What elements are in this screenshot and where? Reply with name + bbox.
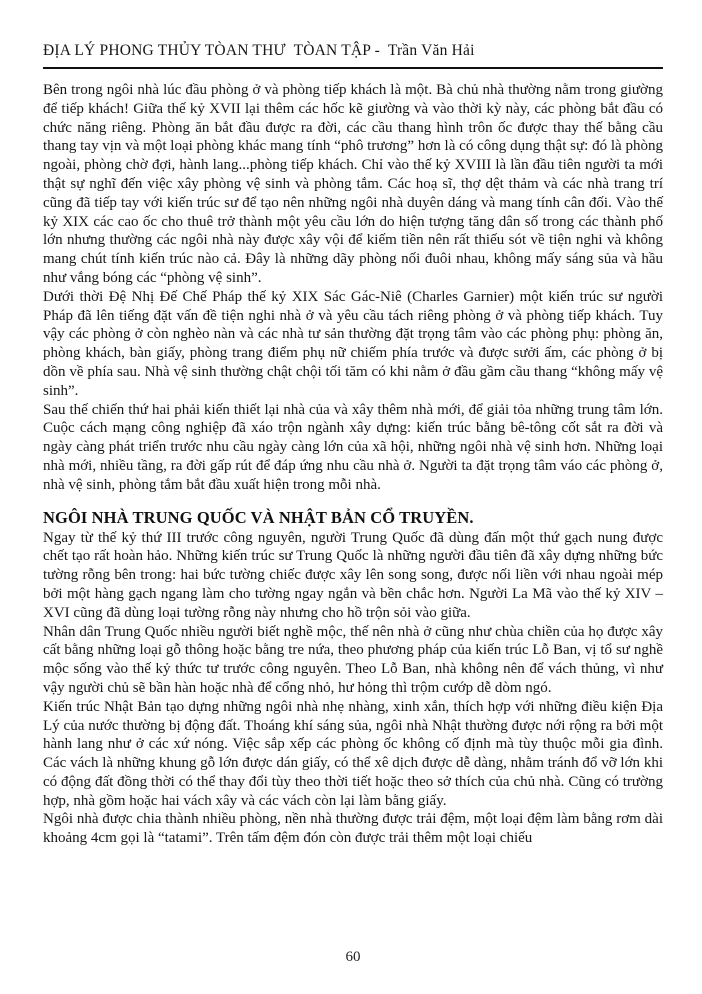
page-body — [43, 81, 663, 848]
paragraph-tatami: Ngôi nhà được chia thành nhiều phòng, nền nhà thường được trải đệm, một loại đệm làm bằng rơm dài khoảng 4cm gọi là “tatami”. Trên tấm đệm đón còn được trải thêm một loại chiếu — [43, 811, 663, 847]
section-heading-china-japan: NGÔI NHÀ TRUNG QUỐC VÀ NHẬT BẢN CỔ TRUYỀN. — [43, 507, 474, 527]
paragraph-chinese-bricks: Ngay từ thế kỷ thứ III trước công nguyên, người Trung Quốc đã dùng đấn một thứ gạch nung được chết tạo rất hoàn hảo. Những kiến trúc sư Trung Quốc là những người đầu tiên đã xây dựng những bức tường rỗng bên trong: hai bức tường chiếc được xây lên song song, được nối liền với nhau ngoài mép bởi một hàng gạch ngang làm cho tường ngay ngắn và bền chắc hơn. Người La Mã vào thế kỷ XIV – XVI cũng đã dùng loại tường rỗng này nhưng cho hồ trộn sỏi vào giữa. — [43, 529, 663, 621]
paragraph-japanese-architecture: Kiến trúc Nhật Bản tạo dựng những ngôi nhà nhẹ nhàng, xinh xắn, thích hợp với những điều kiện Địa Lý của nước thường bị động đất. Thoáng khí sáng sủa, ngôi nhà Nhật thường được nới rộng ra bởi một hành lang như ở các xứ nóng. Việc sắp xếp các phòng ốc không cố định mà tùy thuộc mỗi gia đình. Các vách là những khung gỗ lớn được dán giấy, có thể xê dịch được dễ dàng, nhằm tránh đổ vỡ lớn khi có động đất đồng thời có thể thay đổi tùy theo thời tiết hoặc theo sở thích của chủ nhà. Cũng có trường hợp, nhà gồm hoặc hai vách xây và các vách còn lại làm bằng giấy. — [43, 698, 663, 809]
paragraph-charles-garnier: Dưới thời Đệ Nhị Đế Chế Pháp thế kỷ XIX Sác Gác-Niê (Charles Garnier) một kiến trúc sư người Pháp đã lên tiếng đặt vấn đề tiện nghi nhà ở và yêu cầu tách riêng phòng ở và phòng tiếp khách. Tuy vậy các phòng ở còn nghèo nàn và các nhà tư sản thường đặt trọng tâm vào các phòng phụ: phòng ăn, phòng khách, bàn giấy, phòng trang điểm phụ nữ chiếm phía trước và được sưởi ấm, các phòng ở bị dồn về phía sau. Nhà vệ sinh thường chật chội tối tăm có khi nằm ở đầu gầm cầu thang “không mấy vệ sinh”. — [43, 288, 663, 399]
paragraph-interior-history: Bên trong ngôi nhà lúc đầu phòng ở và phòng tiếp khách là một. Bà chủ nhà thường nằm trong giường để tiếp khách! Giữa thế kỷ XVII lại thêm các hốc kẽ giường và vào thời kỳ này, các phòng bắt đầu có chức năng riêng. Phòng ăn bắt đầu được ra đời, các cầu thang hình trôn ốc được thay thế bằng cầu thang tay vịn và một loại phòng khác mang tính “phô trương” hơn là có công dụng thật sự: đó là phòng ngoài, phòng chờ đợi, hành lang...phòng tiếp khách. Chỉ vào thế kỷ XVIII là lần đầu tiên người ta mới thật sự nghĩ đến việc xây phòng vệ sinh và phòng tắm. Các hoạ sĩ, thợ dệt thảm và các nhà trang trí cũng đã tiếp tay với kiến trúc sư để tạo nên những ngôi nhà duyên dáng và mang tính cân đối. Vào thế kỷ XIX các cao ốc cho thuê trở thành một yêu cầu lớn do hiện tượng tăng dân số trong các thành phố lớn nhưng thường các ngôi nhà này được xây vội để kiếm tiền nên rất thiếu sót về tiện nghi và không mang chút tính kiến trúc nào cả. Đây là những dãy phòng nối đuôi nhau, không mấy sáng sủa và hầu như vắng bóng các “phòng vệ sinh”. — [43, 82, 663, 286]
page-footer — [43, 948, 663, 966]
header-rule — [43, 67, 663, 69]
page-number: 60 — [345, 949, 361, 965]
paragraph-lo-ban-carpentry: Nhân dân Trung Quốc nhiều người biết nghề mộc, thế nên nhà ở cũng như chùa chiền của họ được xây cất bằng những loại gỗ thông hoặc bằng tre nứa, theo phương pháp của kiến trúc Lỗ Ban, vị tổ sư nghề mộc sống vào thế kỷ thức tư trước công nguyên. Theo Lỗ Ban, nhà không nên để vách thủng, vì như vậy người chủ sẽ bần hàn hoặc nhà để cổng nhỏ, hư hỏng thì trộm cướp dễ dòm ngó. — [43, 623, 663, 696]
paragraph-postwar-housing: Sau thế chiến thứ hai phải kiến thiết lại nhà của và xây thêm nhà mới, để giải tỏa những trung tâm lớn. Cuộc cách mạng công nghiệp đã xáo trộn ngành xây dựng: kiến trúc bằng bê-tông cốt sắt ra đời và ngày càng phát triển trước nhu cầu ngày càng lớn của xã hội, những ngôi nhà vệ sinh hơn. Những loại nhà mới, nhiều tầng, ra đời gấp rút để đáp ứng nhu cầu nhà ở. Người ta đặt trọng tâm váo các phòng ở, nhà vệ sinh, phòng tắm bắt đầu xuất hiện trong mỗi nhà. — [43, 401, 663, 493]
running-head-title: ĐỊA LÝ PHONG THỦY TÒAN THƯ TÒAN TẬP - Trần Văn Hải — [43, 42, 475, 59]
page-header — [43, 42, 663, 69]
